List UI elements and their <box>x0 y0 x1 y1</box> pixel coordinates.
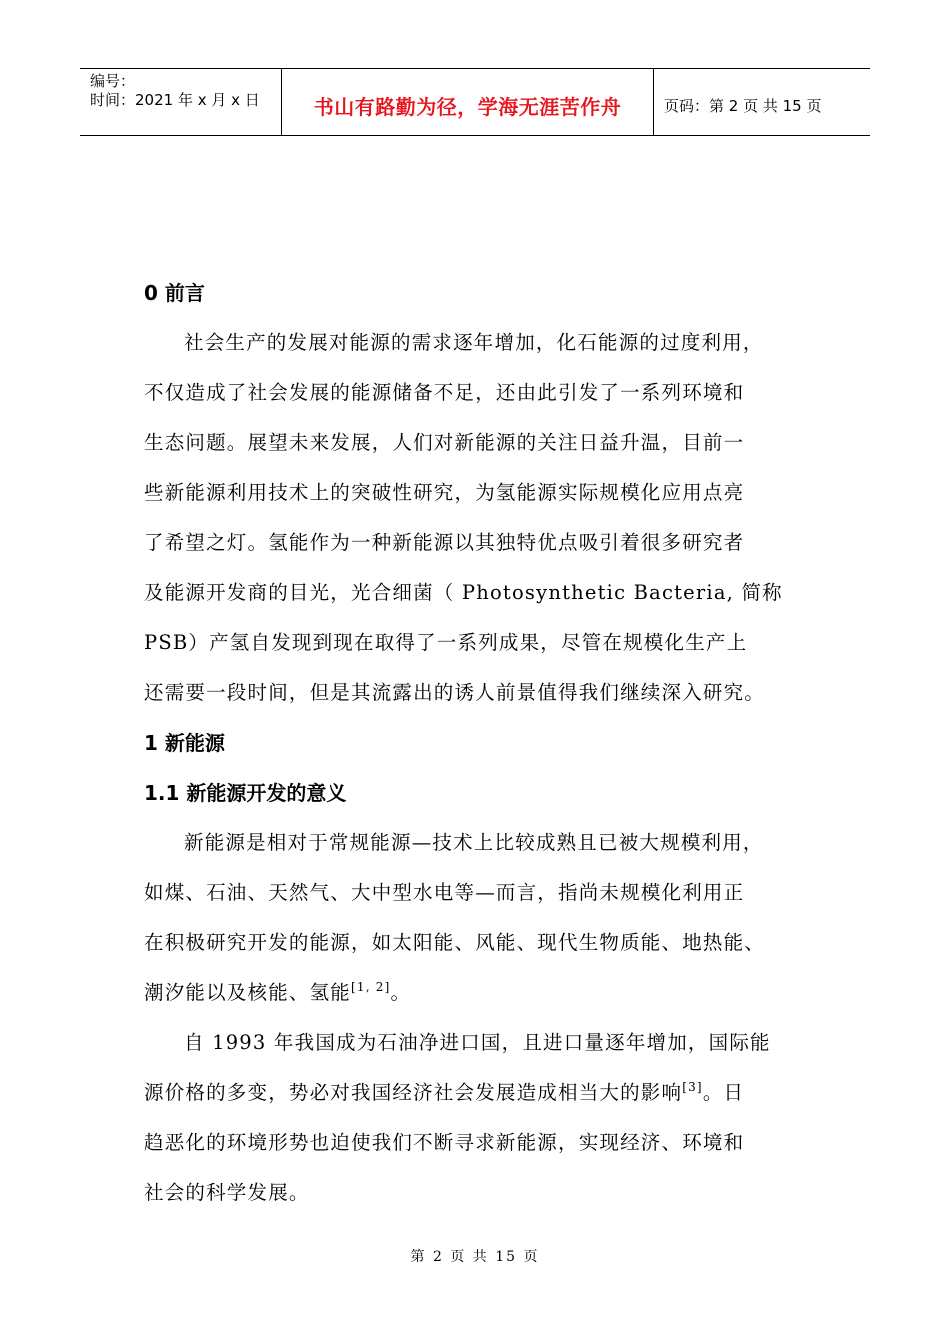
text-line: 如煤、石油、天然气、大中型水电等—而言，指尚未规模化利用正 <box>144 881 745 904</box>
text-line: 新能源是相对于常规能源—技术上比较成熟且已被大规模利用， <box>184 831 764 854</box>
header-page-info: 页码：第 2 页 共 15 页 <box>664 96 822 115</box>
text-line: 了希望之灯。氢能作为一种新能源以其独特优点吸引着很多研究者 <box>144 531 745 554</box>
text-segment: 。 <box>390 981 412 1004</box>
text-line: 社会的科学发展。 <box>144 1181 310 1204</box>
text-segment: 源价格的多变，势必对我国经济社会发展造成相当大的影响 <box>144 1081 683 1104</box>
text-line: 还需要一段时间，但是其流露出的诱人前景值得我们继续深入研究。 <box>144 681 766 704</box>
text-line: 些新能源利用技术上的突破性研究，为氢能源实际规模化应用点亮 <box>144 481 745 504</box>
text-segment: 潮汐能以及核能、氢能 <box>144 981 352 1004</box>
text-line <box>144 968 808 1018</box>
text-line: 趋恶化的环境形势也迫使我们不断寻求新能源，实现经济、环境和 <box>144 1131 745 1154</box>
text-line <box>144 1068 808 1118</box>
text-line: 及能源开发商的目光，光合细菌（ Photosynthetic Bacteria, 简称 <box>144 581 783 604</box>
text-line: 在积极研究开发的能源，如太阳能、风能、现代生物质能、地热能、 <box>144 931 766 954</box>
text-line: 自 1993 年我国成为石油净进口国，且进口量逐年增加，国际能 <box>184 1031 771 1054</box>
header-meta <box>80 69 282 135</box>
document-time-label: 时间：2021 年 x 月 x 日 <box>90 91 260 109</box>
document-number-label: 编号： <box>90 72 136 90</box>
paragraph-preface <box>144 318 808 718</box>
text-line: 社会生产的发展对能源的需求逐年增加，化石能源的过度利用， <box>184 331 764 354</box>
text-line: 不仅造成了社会发展的能源储备不足，还由此引发了一系列环境和 <box>144 381 745 404</box>
document-body <box>144 268 808 1218</box>
text-segment: 。日 <box>702 1081 745 1104</box>
paragraph-import <box>144 1018 808 1218</box>
section-title-preface: 0 前言 <box>144 281 205 305</box>
section-title-new-energy: 1 新能源 <box>144 731 225 755</box>
text-line: PSB）产氢自发现到现在取得了一系列成果，尽管在规模化生产上 <box>144 631 748 654</box>
page-header <box>80 68 870 136</box>
paragraph-definition <box>144 818 808 1018</box>
subsection-title-significance: 1.1 新能源开发的意义 <box>144 781 347 805</box>
citation-ref: [3] <box>682 1080 703 1094</box>
header-motto: 书山有路勤为径，学海无涯苦作舟 <box>282 69 654 135</box>
page-footer: 第 2 页 共 15 页 <box>410 1249 540 1265</box>
text-line: 生态问题。展望未来发展，人们对新能源的关注日益升温，目前一 <box>144 431 745 454</box>
citation-ref: [1, 2] <box>351 980 391 994</box>
